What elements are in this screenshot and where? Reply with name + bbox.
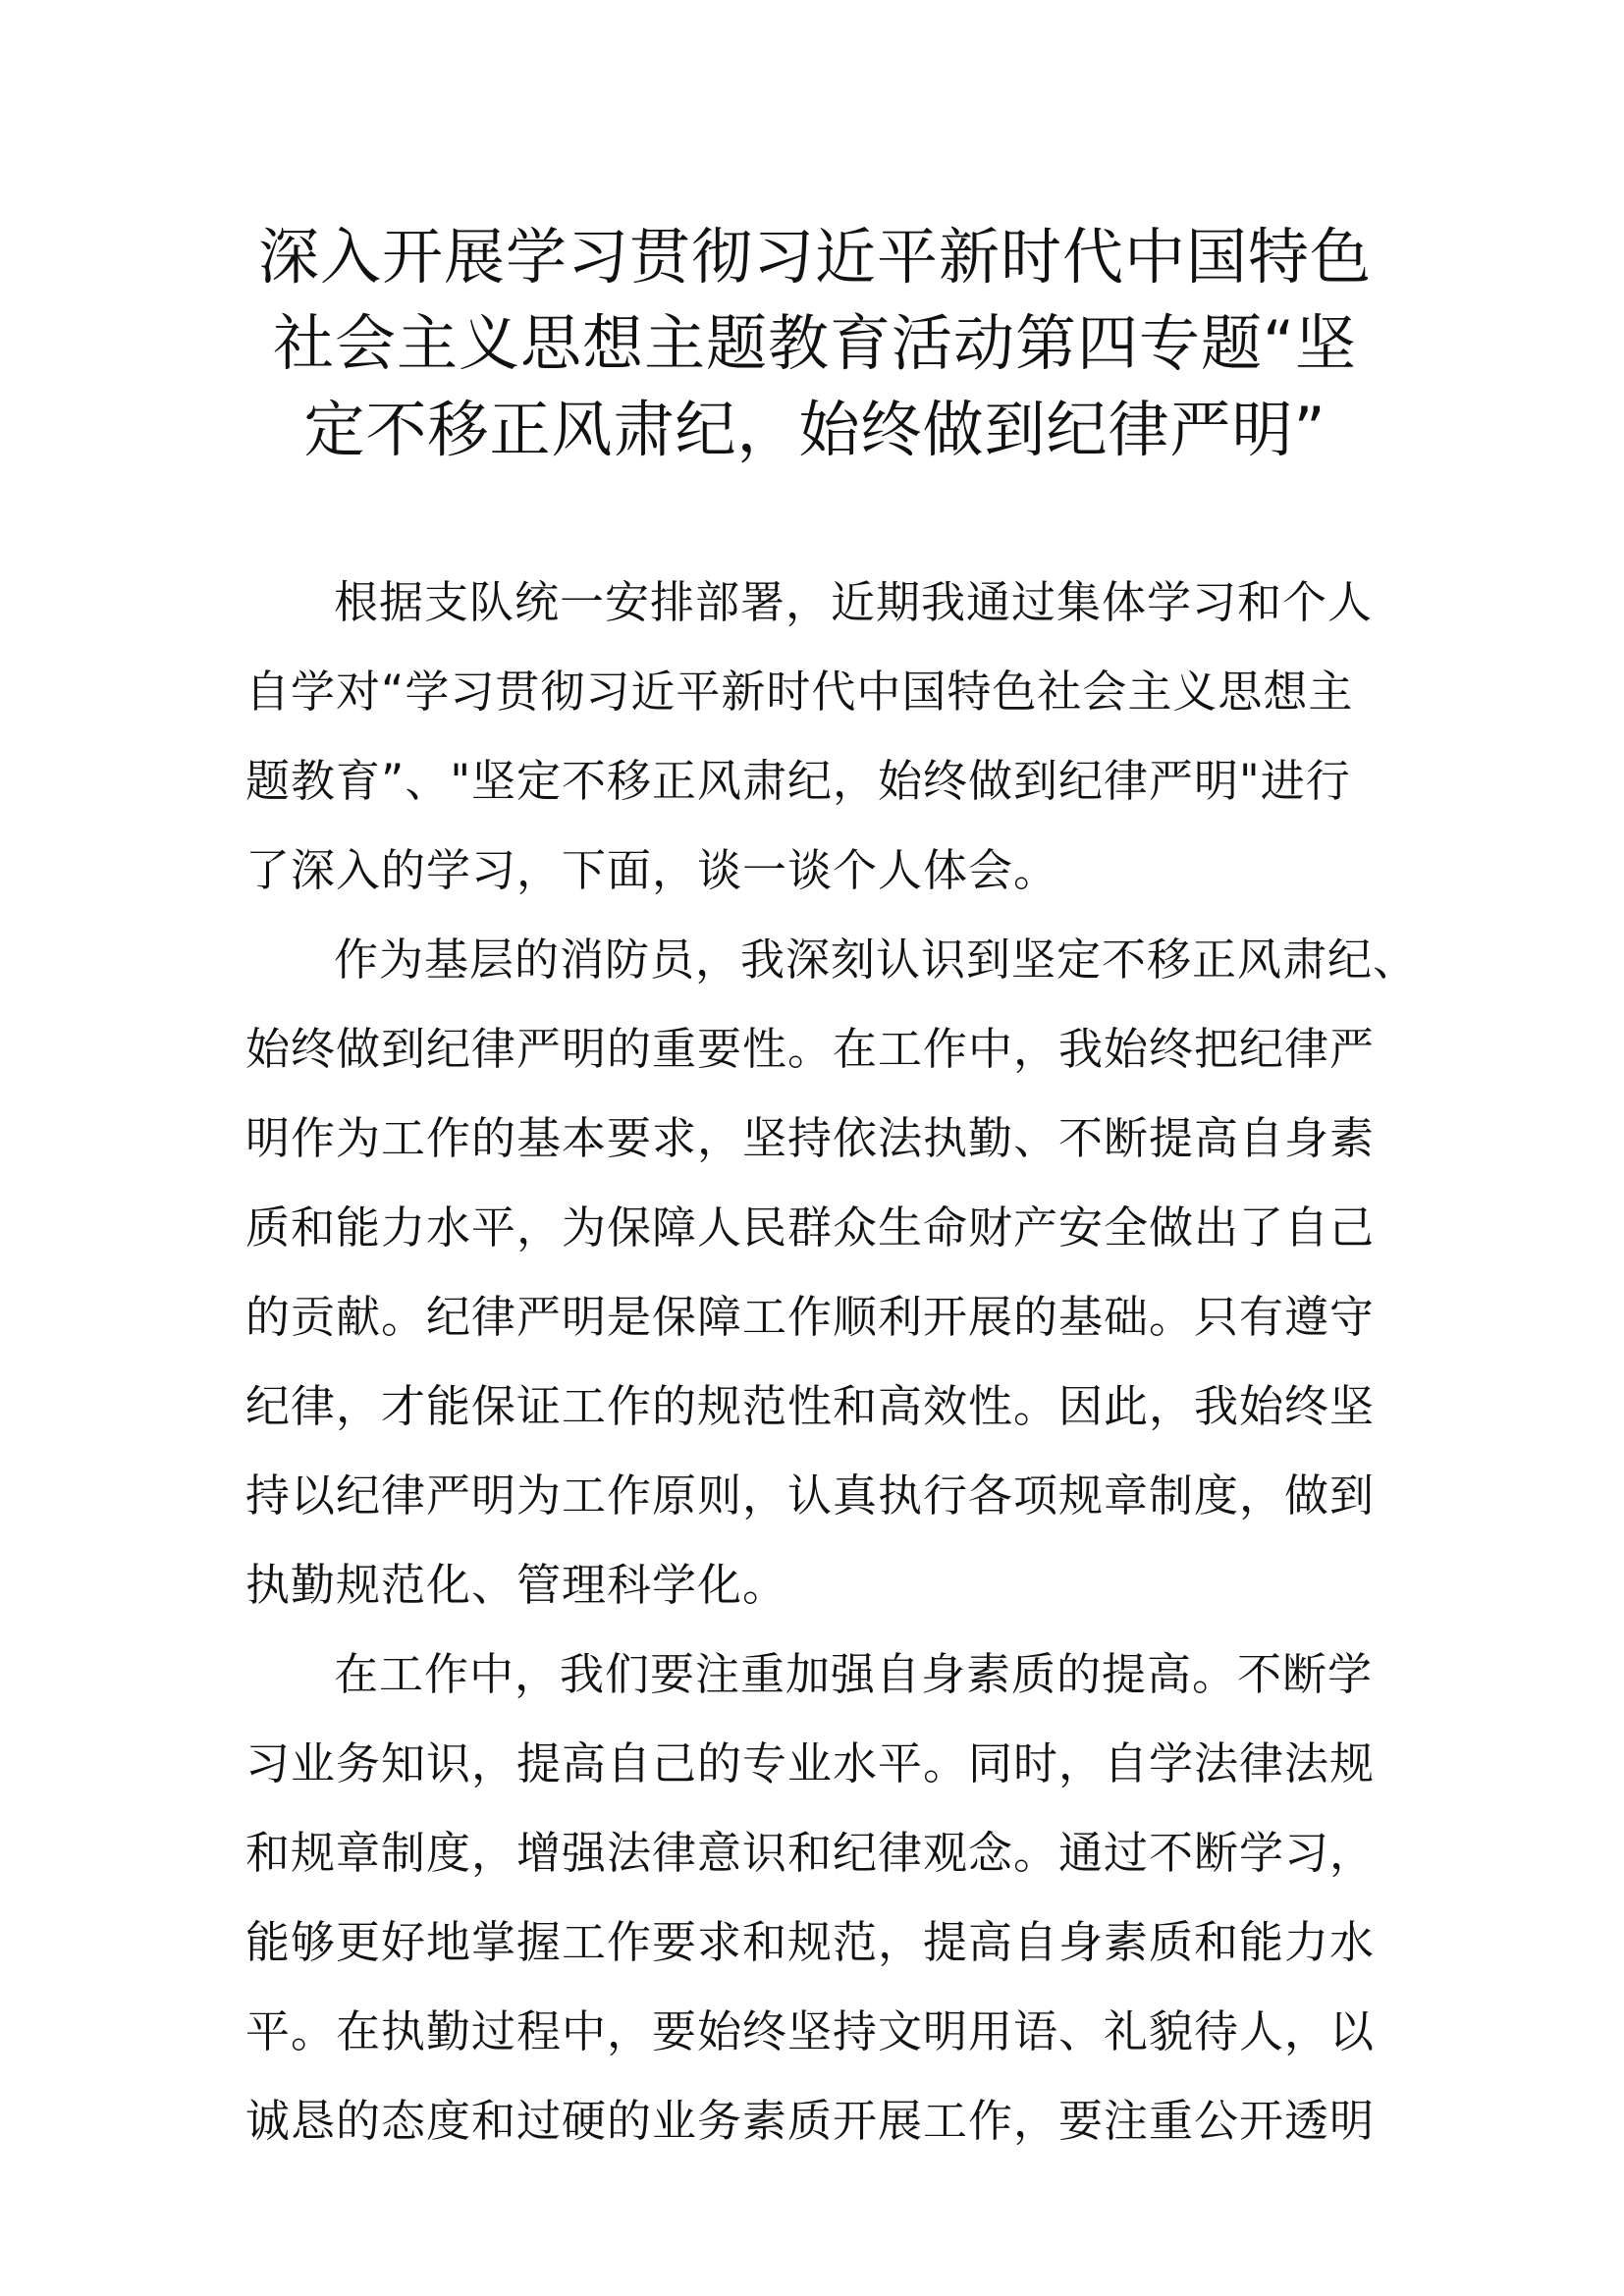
paragraph-line: 执勤规范化、管理科学化。	[245, 1559, 788, 1611]
title-line: 定不移正风肃纪，始终做到纪律严明”	[303, 394, 1326, 465]
paragraph-line: 明作为工作的基本要求，坚持依法执勤、不断提高自身素	[245, 1112, 1376, 1164]
paragraph-2	[245, 915, 1419, 1629]
paragraph-line: 在工作中，我们要注重加强自身素质的提高。不断学	[334, 1648, 1374, 1700]
paragraph-line: 题教育”、"坚定不移正风肃纪，始终做到纪律严明"进行	[245, 755, 1351, 807]
paragraph-line: 的贡献。纪律严明是保障工作顺利开展的基础。只有遵守	[245, 1291, 1376, 1343]
paragraph-line: 和规章制度，增强法律意识和纪律观念。通过不断学习，	[245, 1827, 1376, 1879]
title-line: 深入开展学习贯彻习近平新时代中国特色	[257, 221, 1372, 293]
paragraph-line: 作为基层的消防员，我深刻认识到坚定不移正风肃纪、	[334, 934, 1419, 986]
title-line: 社会主义思想主题教育活动第四专题“坚	[272, 307, 1358, 379]
document-body	[245, 558, 1419, 2165]
paragraph-line: 根据支队统一安排部署，近期我通过集体学习和个人	[334, 576, 1374, 628]
paragraph-line: 始终做到纪律严明的重要性。在工作中，我始终把纪律严	[245, 1023, 1376, 1075]
paragraph-line: 自学对“学习贯彻习近平新时代中国特色社会主义思想主	[245, 666, 1354, 718]
paragraph-line: 了深入的学习，下面，谈一谈个人体会。	[245, 844, 1059, 896]
document-title	[245, 214, 1384, 473]
paragraph-line: 平。在执勤过程中，要始终坚持文明用语、礼貌待人，以	[245, 2005, 1376, 2057]
paragraph-line: 习业务知识，提高自己的专业水平。同时，自学法律法规	[245, 1737, 1376, 1789]
paragraph-1	[245, 558, 1389, 915]
paragraph-line: 持以纪律严明为工作原则，认真执行各项规章制度，做到	[245, 1469, 1376, 1522]
paragraph-line: 纪律，才能保证工作的规范性和高效性。因此，我始终坚	[245, 1380, 1376, 1432]
paragraph-3	[245, 1629, 1389, 2165]
paragraph-line: 质和能力水平，为保障人民群众生命财产安全做出了自己	[245, 1201, 1376, 1254]
paragraph-line: 诚恳的态度和过硬的业务素质开展工作，要注重公开透明	[245, 2095, 1376, 2147]
paragraph-line: 能够更好地掌握工作要求和规范，提高自身素质和能力水	[245, 1916, 1376, 1968]
